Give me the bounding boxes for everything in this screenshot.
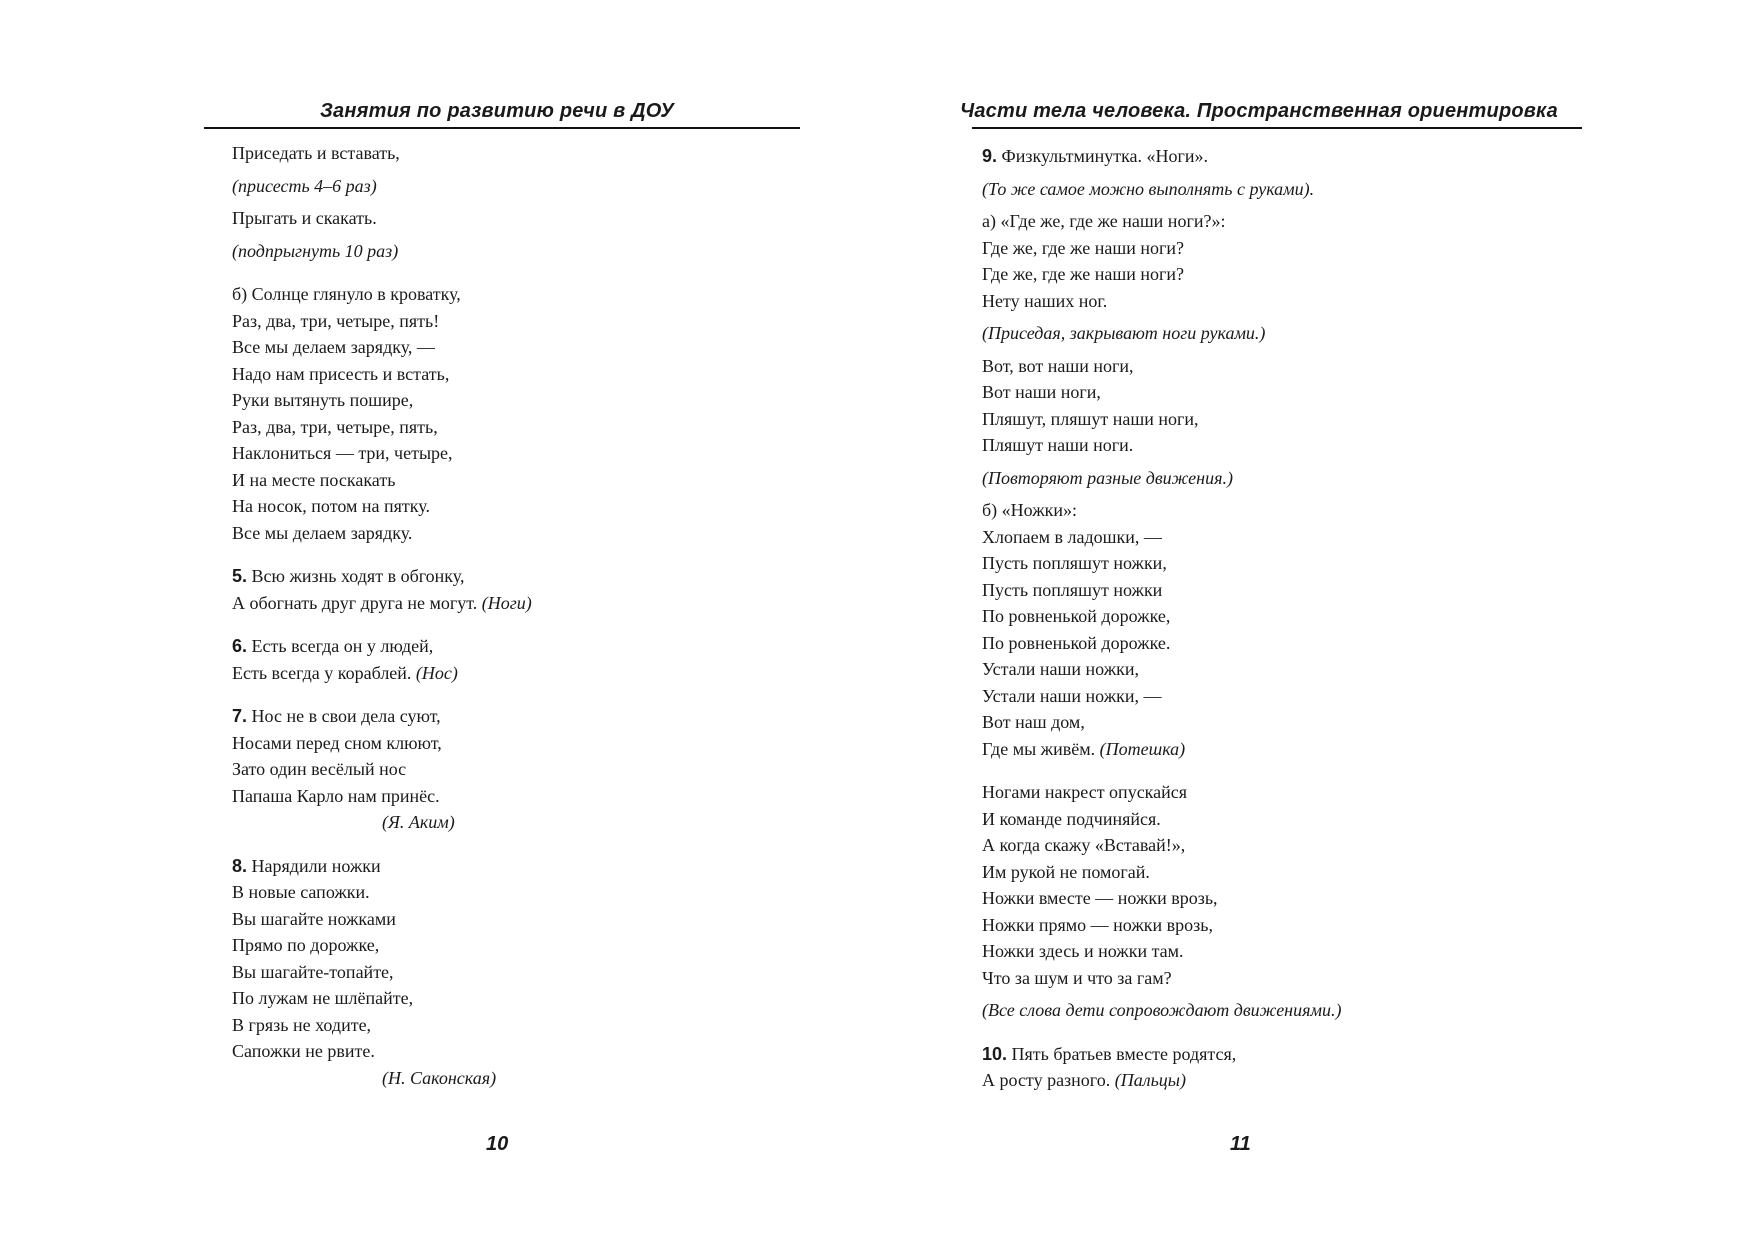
text-line: А обогнать друг друга не могут. (Ноги) — [232, 592, 532, 613]
text-line: Хлопаем в ладошки, — — [982, 526, 1162, 547]
riddle-answer: (Нос) — [415, 662, 458, 683]
text-line: б) Солнце глянуло в кроватку, — [232, 284, 461, 304]
text-line: А когда скажу «Вставай!», — [982, 835, 1186, 855]
text-line: Носами перед сном клюют, — [232, 732, 442, 753]
text-line: Вы шагайте-топайте, — [232, 961, 394, 982]
right-running-head: Части тела человека. Пространственная ориентировка — [960, 100, 1558, 122]
text-line: На носок, потом на пятку. — [232, 496, 430, 516]
text-line: Вот, вот наши ноги, — [982, 355, 1134, 376]
riddle-answer: (Ноги) — [481, 592, 532, 613]
instruction-line: (Приседая, закрывают ноги руками.) — [982, 323, 1266, 343]
instruction-line: (Все слова дети сопровождают движениями.) — [982, 1000, 1342, 1020]
riddle-5 — [232, 563, 832, 616]
left-running-head: Занятия по развитию речи в ДОУ — [320, 100, 675, 122]
stanza-where-legs — [982, 208, 1582, 491]
text-line: 9. Физкультминутка. «Ноги». — [982, 146, 1209, 166]
text-line: Все мы делаем зарядку. — [232, 522, 413, 543]
text-line: По ровненькой дорожке. — [982, 632, 1171, 653]
text-line: Сапожки не рвите. — [232, 1041, 375, 1061]
section-9-header — [982, 143, 1582, 202]
poem-7 — [232, 703, 832, 836]
poem-author: (Я. Аким) — [382, 812, 455, 832]
item-number: 10. — [982, 1043, 1008, 1064]
text-line: Ножки прямо — ножки врозь, — [982, 914, 1213, 935]
text-line: 10. Пять братьев вместе родятся, — [982, 1043, 1237, 1064]
text-line: Ногами накрест опускайся — [982, 782, 1188, 802]
left-page-body — [232, 140, 832, 1091]
text-line: Им рукой не помогай. — [982, 861, 1150, 882]
stanza-squat-jump — [232, 140, 832, 264]
poem-author: (Н. Саконская) — [382, 1067, 497, 1088]
right-page-body — [982, 143, 1582, 1094]
item-number: 5. — [232, 566, 248, 586]
text-line: Раз, два, три, четыре, пять! — [232, 310, 440, 331]
text-line: По лужам не шлёпайте, — [232, 988, 414, 1008]
item-number: 9. — [982, 146, 998, 166]
riddle-10 — [982, 1041, 1582, 1094]
text-line: Пляшут наши ноги. — [982, 435, 1134, 455]
item-number: 8. — [232, 855, 248, 876]
stanza-little-feet — [982, 497, 1582, 762]
text-line: 5. Всю жизнь ходят в обгонку, — [232, 566, 465, 586]
text-line: б) «Ножки»: — [982, 500, 1078, 520]
text-line: Пусть попляшут ножки — [982, 579, 1163, 600]
text-line: Пусть попляшут ножки, — [982, 553, 1167, 573]
text-line: Ножки вместе — ножки врозь, — [982, 888, 1218, 908]
text-line: Есть всегда у кораблей. (Нос) — [232, 662, 458, 683]
text-line: а) «Где же, где же наши ноги?»: — [982, 211, 1226, 231]
text-line: Что за шум и что за гам? — [982, 967, 1172, 988]
text-line: Вы шагайте ножками — [232, 908, 396, 929]
text-line: Раз, два, три, четыре, пять, — [232, 416, 438, 437]
text-line: Где же, где же наши ноги? — [982, 264, 1184, 284]
text-line: 6. Есть всегда он у людей, — [232, 636, 434, 656]
text-line: Прямо по дорожке, — [232, 935, 380, 955]
text-line: Нету наших ног. — [982, 290, 1108, 311]
text-line: И команде подчиняйся. — [982, 808, 1161, 829]
right-page-number: 11 — [1230, 1133, 1251, 1155]
text-line: В грязь не ходите, — [232, 1014, 372, 1035]
text-line: Пляшут, пляшут наши ноги, — [982, 408, 1199, 429]
right-header-rule — [972, 127, 1582, 129]
instruction-line: (присесть 4–6 раз) — [232, 175, 377, 196]
text-line: Устали наши ножки, — [982, 659, 1140, 679]
left-header-rule — [204, 127, 800, 129]
stanza-sun-exercise — [232, 281, 832, 546]
instruction-line: (То же самое можно выполнять с руками). — [982, 178, 1315, 199]
text-line: Зато один весёлый нос — [232, 759, 407, 779]
text-line: А росту разного. (Пальцы) — [982, 1070, 1186, 1090]
riddle-6 — [232, 633, 832, 686]
text-line: Наклониться — три, четыре, — [232, 443, 453, 463]
poem-8 — [232, 853, 832, 1092]
text-line: В новые сапожки. — [232, 882, 370, 902]
text-line: Ножки здесь и ножки там. — [982, 941, 1184, 961]
item-number: 7. — [232, 706, 248, 726]
text-line: Вот наш дом, — [982, 712, 1085, 732]
text-line: 7. Нос не в свои дела суют, — [232, 706, 441, 726]
text-line: Где мы живём. (Потешка) — [982, 738, 1186, 759]
text-line: Прыгать и скакать. — [232, 208, 377, 228]
instruction-line: (подпрыгнуть 10 раз) — [232, 240, 399, 261]
poem-source: (Потешка) — [1099, 738, 1186, 759]
text-line: Руки вытянуть пошире, — [232, 390, 414, 410]
text-line: Вот наши ноги, — [982, 382, 1101, 402]
stanza-cross-legs — [982, 779, 1582, 1024]
text-line: Приседать и вставать, — [232, 143, 400, 163]
text-line: Надо нам присесть и встать, — [232, 363, 450, 384]
text-line: По ровненькой дорожке, — [982, 606, 1171, 626]
text-line: И на месте поскакать — [232, 469, 396, 490]
item-number: 6. — [232, 636, 248, 656]
right-page — [877, 0, 1754, 1241]
instruction-line: (Повторяют разные движения.) — [982, 467, 1233, 488]
text-line: Устали наши ножки, — — [982, 685, 1162, 706]
text-line: Папаша Карло нам принёс. — [232, 785, 440, 806]
left-page-number: 10 — [486, 1133, 509, 1155]
text-line: 8. Нарядили ножки — [232, 855, 381, 876]
text-line: Все мы делаем зарядку, — — [232, 337, 435, 357]
text-line: Где же, где же наши ноги? — [982, 237, 1184, 258]
riddle-answer: (Пальцы) — [1114, 1070, 1186, 1090]
